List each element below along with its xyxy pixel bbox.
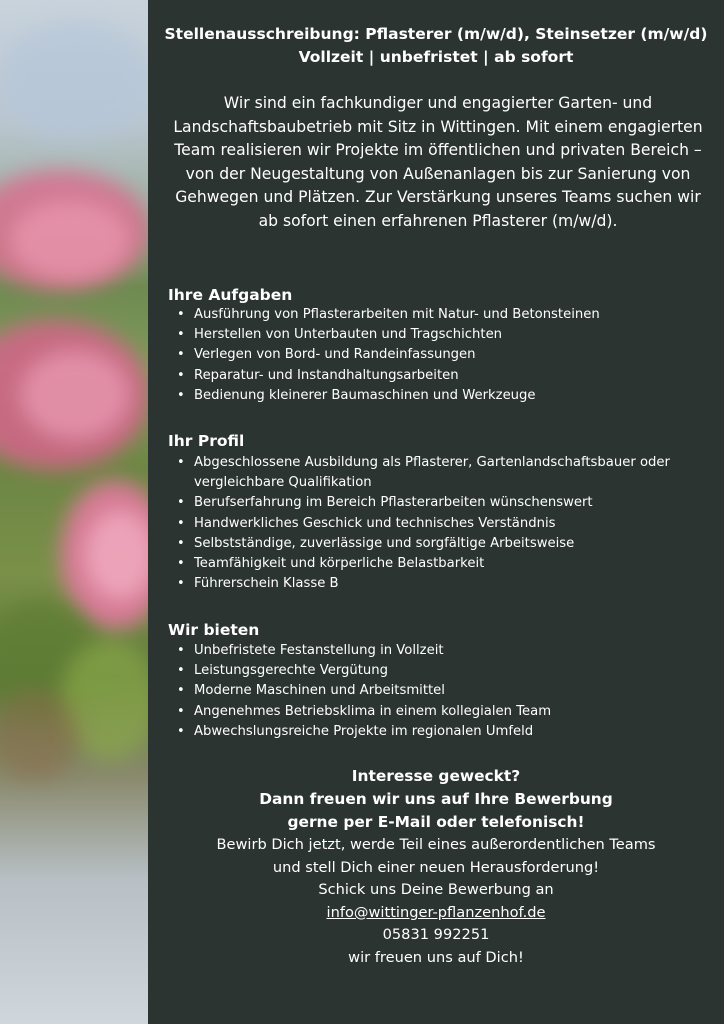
profil-heading: Ihr Profil	[168, 432, 245, 450]
contact-section	[148, 765, 724, 970]
page-title: Stellenausschreibung: Pflasterer (m/w/d), Steinsetzer (m/w/d)	[164, 25, 708, 43]
phone-number: 05831 992251	[382, 926, 490, 944]
profil-list	[168, 453, 698, 594]
cta-line: Dann freuen wir uns auf Ihre Bewerbung	[259, 790, 613, 808]
list-item: • Berufserfahrung im Bereich Pflasterarbeiten wünschenswert	[168, 493, 698, 513]
list-item: • Selbstständige, zuverlässige und sorgfältige Arbeitsweise	[168, 534, 698, 554]
intro-paragraph: Wir sind ein fachkundiger und engagierter Garten- und Landschaftsbaubetrieb mit Sitz in Wittingen. Mit einem engagierten Team realisieren wir Projekte im öffentlichen und privaten Bereich – von der Neugestaltung von Außenanlagen bis zur Sanierung von Gehwegen und Plätzen. Zur Verstärkung unseres Teams suchen wir ab sofort einen erfahrenen Pflasterer (m/w/d).	[173, 94, 703, 230]
list-item: • Moderne Maschinen und Arbeitsmittel	[168, 681, 698, 701]
cta-line: gerne per E-Mail oder telefonisch!	[287, 813, 585, 831]
list-item: • Unbefristete Festanstellung in Vollzeit	[168, 641, 698, 661]
list-item: • Angenehmes Betriebsklima in einem kollegialen Team	[168, 702, 698, 722]
list-item: • Reparatur- und Instandhaltungsarbeiten	[168, 366, 698, 386]
list-item: • Bedienung kleinerer Baumaschinen und Werkzeuge	[168, 386, 698, 406]
bieten-list	[168, 641, 698, 742]
list-item: • Leistungsgerechte Vergütung	[168, 661, 698, 681]
list-item: • Führerschein Klasse B	[168, 574, 698, 594]
list-item: • Teamfähigkeit und körperliche Belastbarkeit	[168, 554, 698, 574]
cta-line: Interesse geweckt?	[351, 767, 521, 785]
list-item: • Verlegen von Bord- und Randeinfassungen	[168, 345, 698, 365]
invite-line: und stell Dich einer neuen Herausforderung!	[272, 858, 600, 876]
aufgaben-heading: Ihre Aufgaben	[168, 286, 293, 304]
list-item: • Handwerkliches Geschick und technisches Verständnis	[168, 514, 698, 534]
page-subtitle: Vollzeit | unbefristet | ab sofort	[298, 48, 574, 66]
list-item: • Ausführung von Pflasterarbeiten mit Natur- und Betonsteinen	[168, 305, 698, 325]
flower-photo	[0, 0, 148, 1024]
bieten-heading: Wir bieten	[168, 621, 260, 639]
email-link[interactable]: info@wittinger-pflanzenhof.de	[326, 903, 546, 921]
job-posting-panel	[148, 0, 724, 1024]
list-item: • Abgeschlossene Ausbildung als Pflasterer, Gartenlandschaftsbauer oder vergleichbare Qualifikation	[168, 453, 698, 493]
closing-line: wir freuen uns auf Dich!	[348, 948, 524, 966]
invite-line: Bewirb Dich jetzt, werde Teil eines außerordentlichen Teams	[216, 836, 656, 853]
list-item: • Herstellen von Unterbauten und Tragschichten	[168, 325, 698, 345]
aufgaben-list	[168, 305, 698, 406]
send-instruction: Schick uns Deine Bewerbung an	[318, 881, 554, 899]
list-item: • Abwechslungsreiche Projekte im regionalen Umfeld	[168, 722, 698, 742]
